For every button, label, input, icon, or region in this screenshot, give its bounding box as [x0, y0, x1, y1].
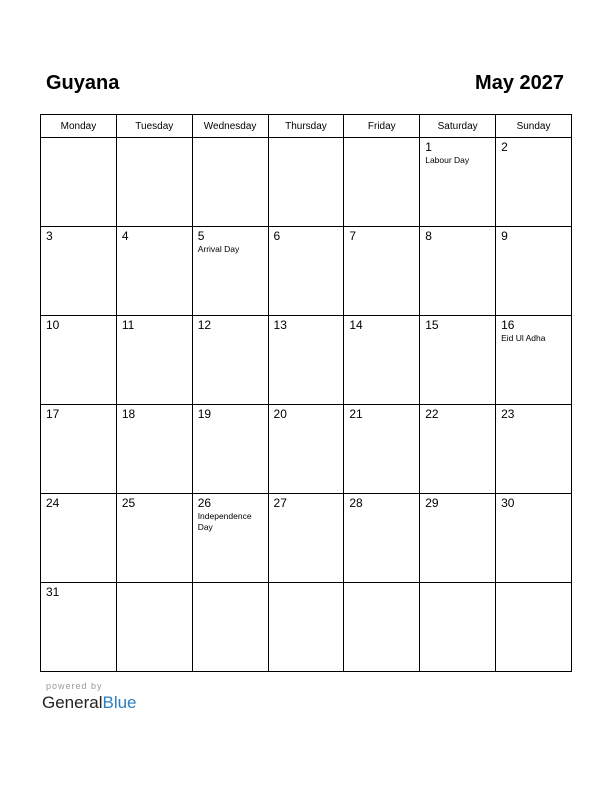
day-cell	[344, 316, 420, 405]
day-number: 5	[197, 229, 205, 243]
day-cell	[268, 138, 344, 227]
day-number: 15	[425, 318, 439, 332]
day-cell	[192, 494, 268, 583]
day-cell	[41, 316, 117, 405]
day-cell	[192, 583, 268, 672]
day-number: 18	[121, 407, 136, 421]
day-cell	[496, 227, 572, 316]
day-number: 25	[121, 496, 136, 510]
day-cell	[496, 405, 572, 494]
day-cell	[344, 227, 420, 316]
day-number: 2	[501, 140, 508, 154]
day-number: 21	[349, 407, 363, 421]
day-cell	[268, 494, 344, 583]
day-number: 9	[501, 229, 508, 243]
weekday-header: Saturday	[420, 115, 496, 138]
holiday-label: Labour Day	[425, 155, 470, 165]
day-cell	[41, 583, 117, 672]
day-cell	[496, 316, 572, 405]
day-cell	[268, 316, 344, 405]
day-cell	[116, 138, 192, 227]
day-number: 23	[501, 407, 515, 421]
holiday-label: Independence Day	[197, 511, 252, 532]
day-cell	[192, 405, 268, 494]
week-row	[41, 227, 572, 316]
day-cell	[116, 316, 192, 405]
day-number: 10	[46, 318, 60, 332]
day-number: 26	[197, 496, 212, 510]
week-row	[41, 405, 572, 494]
day-cell	[192, 227, 268, 316]
day-cell	[116, 227, 192, 316]
day-cell	[420, 227, 496, 316]
day-number: 8	[425, 229, 432, 243]
powered-by-label: powered by	[46, 681, 103, 691]
day-cell	[268, 405, 344, 494]
day-number: 20	[273, 407, 287, 421]
day-cell	[41, 227, 117, 316]
day-cell	[192, 138, 268, 227]
day-number: 29	[425, 496, 439, 510]
day-cell	[496, 138, 572, 227]
day-cell	[41, 138, 117, 227]
day-cell	[41, 405, 117, 494]
day-number: 4	[121, 229, 129, 243]
day-number: 14	[349, 318, 363, 332]
day-cell	[344, 494, 420, 583]
country-title: Guyana	[46, 72, 120, 94]
day-cell	[116, 405, 192, 494]
day-number: 30	[501, 496, 515, 510]
weekday-header-row	[41, 115, 572, 138]
weekday-header: Sunday	[496, 115, 572, 138]
day-number: 27	[273, 496, 287, 510]
day-number: 11	[121, 318, 135, 332]
day-cell	[41, 494, 117, 583]
day-cell	[420, 138, 496, 227]
day-number: 1	[425, 140, 432, 154]
month-year-title: May 2027	[475, 72, 564, 94]
day-cell	[420, 494, 496, 583]
day-cell	[268, 583, 344, 672]
day-cell	[420, 405, 496, 494]
brand-text-general: General	[42, 693, 103, 712]
week-row	[41, 583, 572, 672]
week-row	[41, 494, 572, 583]
day-cell	[496, 494, 572, 583]
day-number: 6	[273, 229, 281, 243]
day-number: 3	[46, 229, 53, 243]
weekday-header: Tuesday	[116, 115, 192, 138]
day-cell	[420, 583, 496, 672]
day-cell	[192, 316, 268, 405]
generalblue-logo[interactable]	[42, 693, 137, 713]
day-number: 28	[349, 496, 363, 510]
day-number: 12	[197, 318, 212, 332]
holiday-label: Arrival Day	[197, 244, 240, 254]
weekday-header: Friday	[344, 115, 420, 138]
day-number: 22	[425, 407, 439, 421]
day-cell	[420, 316, 496, 405]
day-number: 13	[273, 318, 287, 332]
weekday-header: Thursday	[268, 115, 344, 138]
day-cell	[344, 583, 420, 672]
weekday-header: Wednesday	[192, 115, 268, 138]
weekday-header: Monday	[41, 115, 117, 138]
calendar-grid	[40, 114, 572, 672]
day-cell	[268, 227, 344, 316]
week-row	[41, 138, 572, 227]
day-number: 19	[197, 407, 212, 421]
brand-text-blue: Blue	[102, 693, 137, 712]
calendar-body	[41, 138, 572, 672]
day-cell	[496, 583, 572, 672]
holiday-label: Eid Ul Adha	[501, 333, 546, 343]
day-cell	[116, 494, 192, 583]
day-cell	[344, 138, 420, 227]
day-number: 7	[349, 229, 357, 243]
day-number: 17	[46, 407, 60, 421]
day-cell	[344, 405, 420, 494]
day-number: 24	[46, 496, 60, 510]
day-number: 16	[501, 318, 515, 332]
day-number: 31	[46, 585, 60, 599]
week-row	[41, 316, 572, 405]
day-cell	[116, 583, 192, 672]
